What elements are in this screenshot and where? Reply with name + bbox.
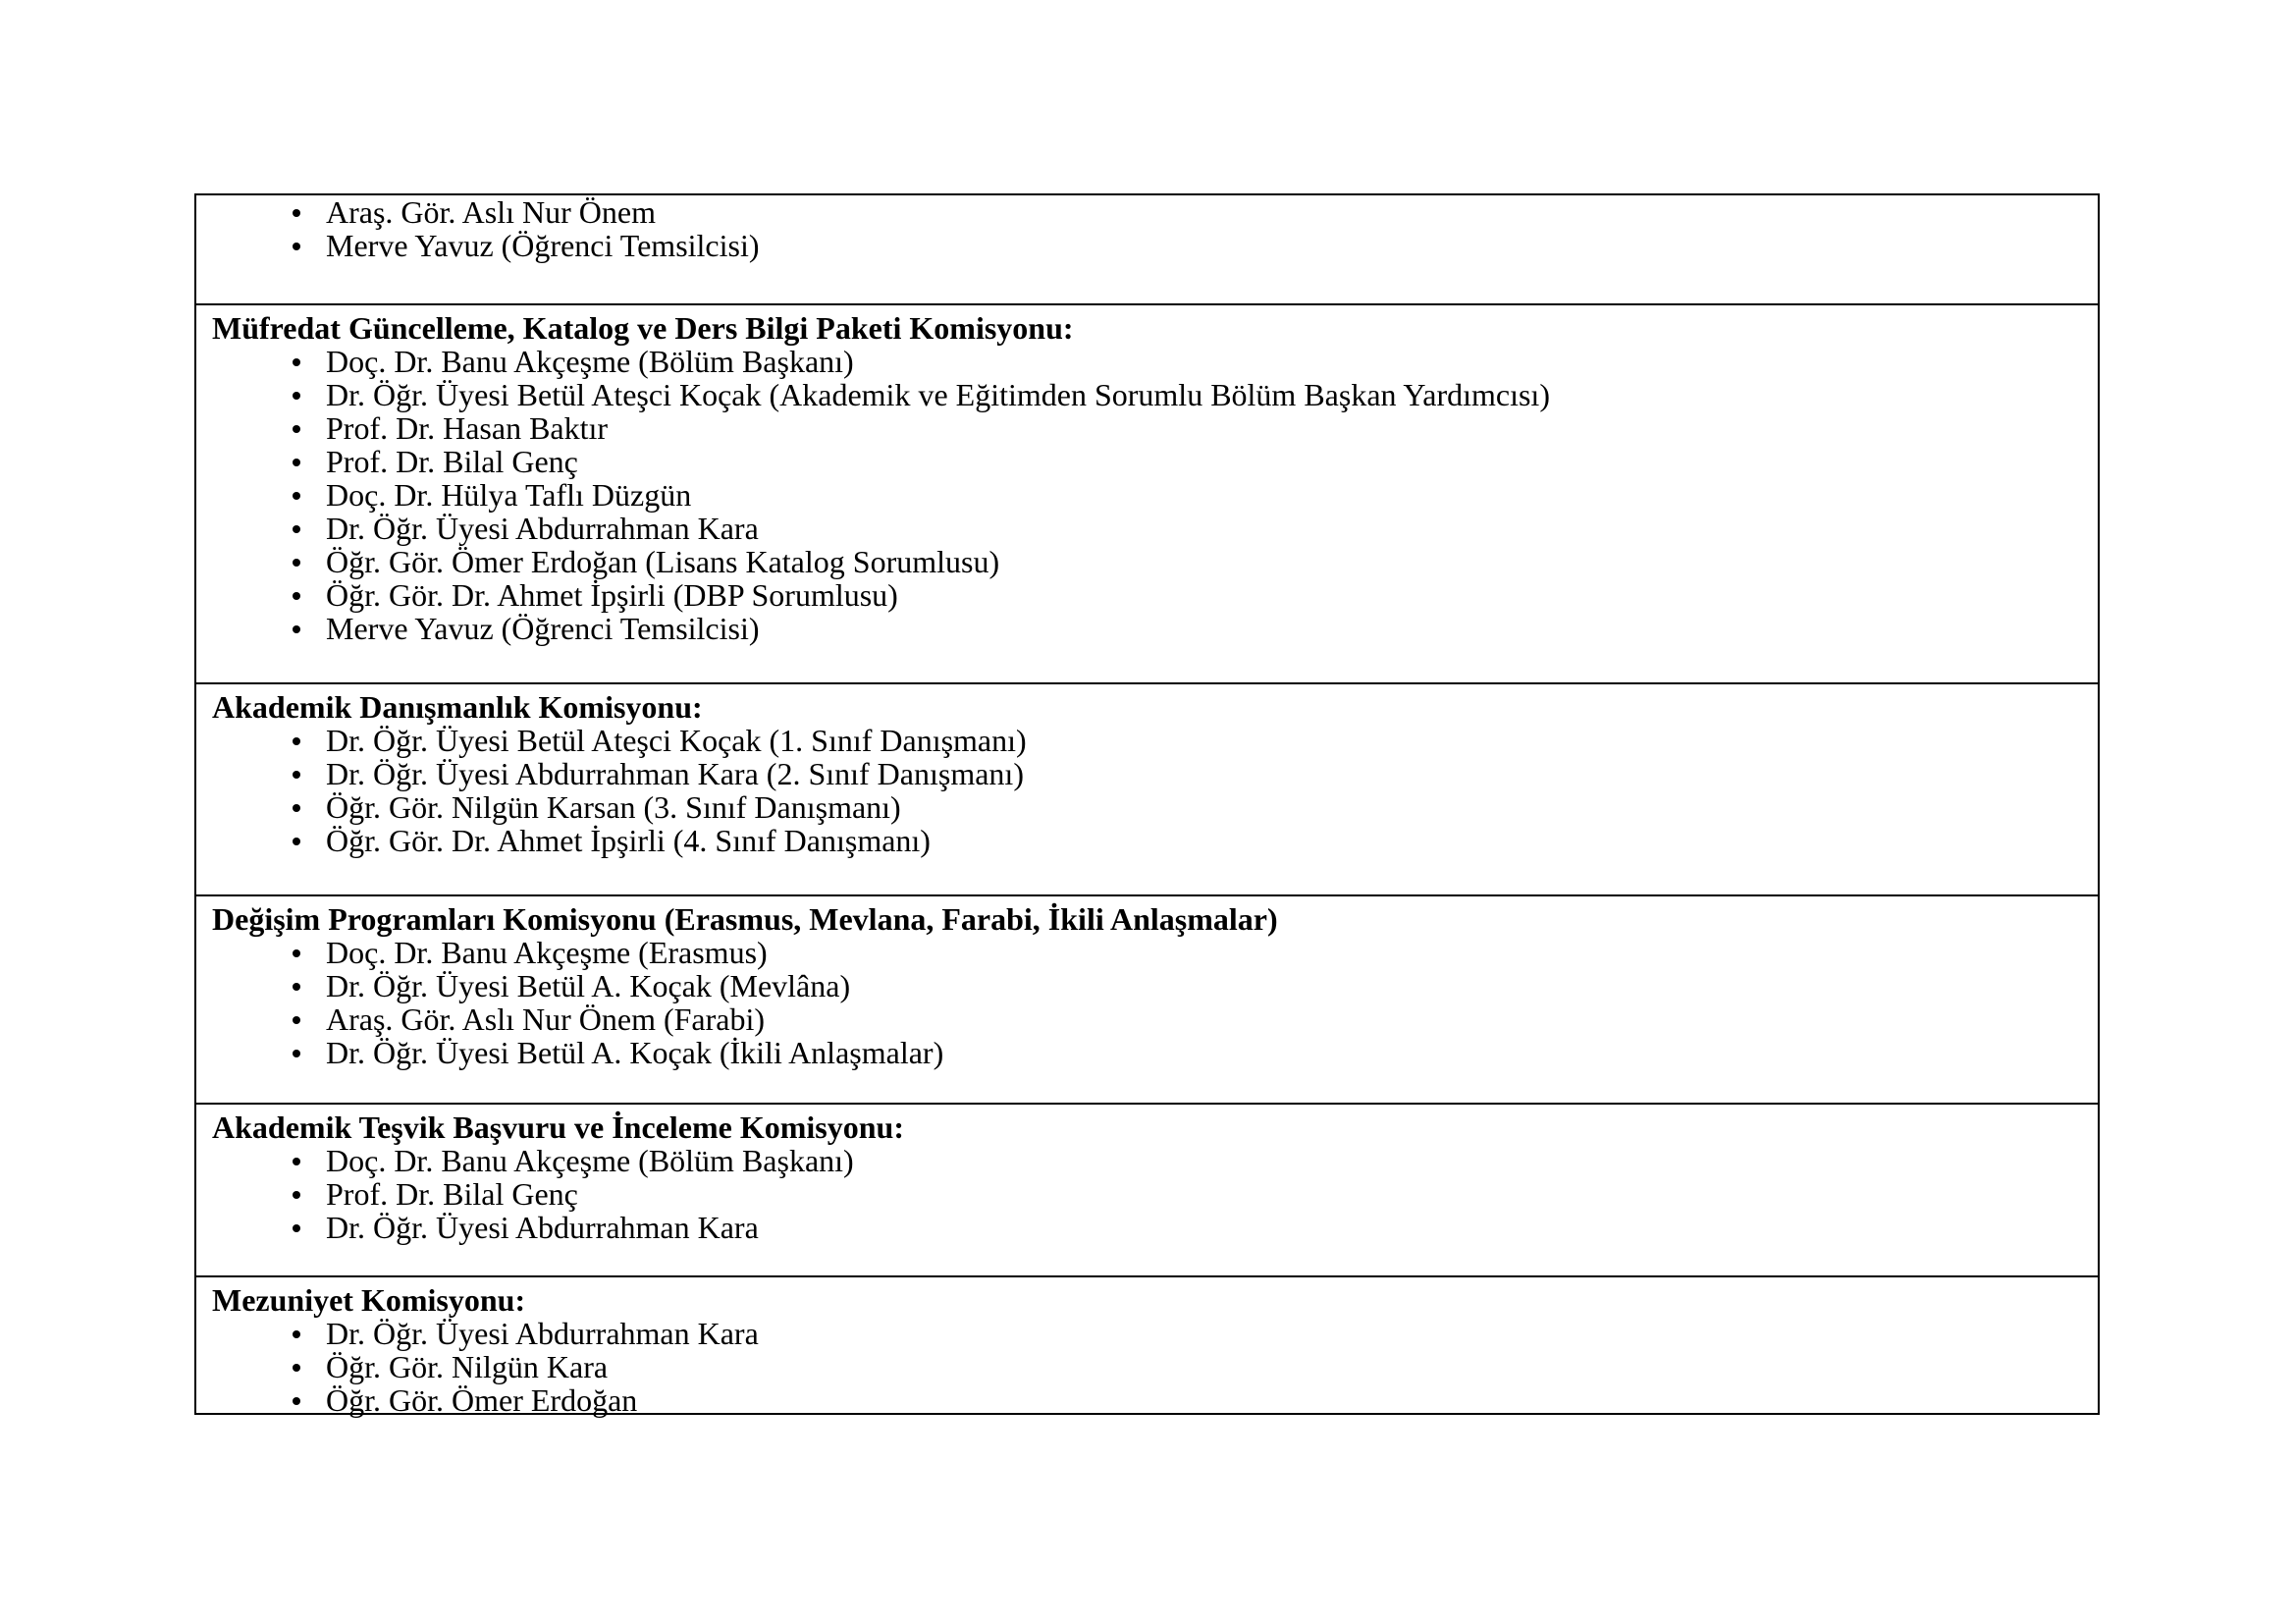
section-title: Akademik Danışmanlık Komisyonu: <box>212 689 703 725</box>
list-item: Öğr. Gör. Nilgün Karsan (3. Sınıf Danışmanı) <box>212 790 2098 824</box>
section-graduation-committee <box>196 1275 2098 1418</box>
section-advising-committee <box>196 682 2098 894</box>
list-item: Araş. Gör. Aslı Nur Önem <box>212 195 2098 229</box>
section-title: Mezuniyet Komisyonu: <box>212 1282 526 1318</box>
section-title: Değişim Programları Komisyonu (Erasmus, Mevlana, Farabi, İkili Anlaşmalar) <box>212 901 1278 937</box>
bullet-icon <box>293 1050 300 1057</box>
list-item: Dr. Öğr. Üyesi Betül Ateşci Koçak (Akademik ve Eğitimden Sorumlu Bölüm Başkan Yardımcısı) <box>212 378 2098 411</box>
section-curriculum-committee <box>196 303 2098 682</box>
bullet-icon <box>293 1016 300 1024</box>
bullet-icon <box>293 771 300 779</box>
list-item: Merve Yavuz (Öğrenci Temsilcisi) <box>212 229 2098 262</box>
section-continued <box>196 195 2098 303</box>
list-item: Öğr. Gör. Ömer Erdoğan <box>212 1383 2098 1417</box>
bullet-icon <box>293 1191 300 1199</box>
list-item: Merve Yavuz (Öğrenci Temsilcisi) <box>212 612 2098 645</box>
section-exchange-committee <box>196 894 2098 1103</box>
bullet-icon <box>293 358 300 366</box>
list-item: Araş. Gör. Aslı Nur Önem (Farabi) <box>212 1002 2098 1036</box>
list-item: Dr. Öğr. Üyesi Abdurrahman Kara <box>212 1317 2098 1350</box>
bullet-icon <box>293 1397 300 1405</box>
section-title: Müfredat Güncelleme, Katalog ve Ders Bilgi Paketi Komisyonu: <box>212 310 1074 346</box>
member-list <box>212 1144 2098 1244</box>
section-title: Akademik Teşvik Başvuru ve İnceleme Komisyonu: <box>212 1110 904 1145</box>
bullet-icon <box>293 592 300 600</box>
bullet-icon <box>293 243 300 250</box>
bullet-icon <box>293 983 300 991</box>
list-item: Öğr. Gör. Nilgün Kara <box>212 1350 2098 1383</box>
member-list <box>212 724 2098 857</box>
bullet-icon <box>293 1158 300 1165</box>
bullet-icon <box>293 559 300 567</box>
list-item: Dr. Öğr. Üyesi Abdurrahman Kara (2. Sınıf Danışmanı) <box>212 757 2098 790</box>
bullet-icon <box>293 804 300 812</box>
bullet-icon <box>293 525 300 533</box>
list-item: Doç. Dr. Banu Akçeşme (Bölüm Başkanı) <box>212 1144 2098 1177</box>
list-item: Dr. Öğr. Üyesi Betül Ateşci Koçak (1. Sınıf Danışmanı) <box>212 724 2098 757</box>
list-item: Prof. Dr. Bilal Genç <box>212 445 2098 478</box>
list-item: Öğr. Gör. Ömer Erdoğan (Lisans Katalog Sorumlusu) <box>212 545 2098 578</box>
member-list <box>212 936 2098 1069</box>
list-item: Doç. Dr. Hülya Taflı Düzgün <box>212 478 2098 512</box>
bullet-icon <box>293 492 300 500</box>
bullet-icon <box>293 737 300 745</box>
list-item: Dr. Öğr. Üyesi Abdurrahman Kara <box>212 512 2098 545</box>
list-item: Dr. Öğr. Üyesi Betül A. Koçak (Mevlâna) <box>212 969 2098 1002</box>
bullet-icon <box>293 949 300 957</box>
bullet-icon <box>293 1330 300 1338</box>
list-item: Doç. Dr. Banu Akçeşme (Bölüm Başkanı) <box>212 345 2098 378</box>
bullet-icon <box>293 625 300 633</box>
committee-table <box>194 193 2100 1418</box>
list-item: Öğr. Gör. Dr. Ahmet İpşirli (DBP Sorumlusu) <box>212 578 2098 612</box>
list-item: Öğr. Gör. Dr. Ahmet İpşirli (4. Sınıf Danışmanı) <box>212 824 2098 857</box>
bullet-icon <box>293 425 300 433</box>
list-item: Dr. Öğr. Üyesi Abdurrahman Kara <box>212 1211 2098 1244</box>
member-list <box>212 1317 2098 1417</box>
bullet-icon <box>293 209 300 217</box>
list-item: Dr. Öğr. Üyesi Betül A. Koçak (İkili Anlaşmalar) <box>212 1036 2098 1069</box>
member-list <box>212 195 2098 262</box>
bullet-icon <box>293 1224 300 1232</box>
bullet-icon <box>293 1364 300 1372</box>
list-item: Prof. Dr. Bilal Genç <box>212 1177 2098 1211</box>
bullet-icon <box>293 392 300 400</box>
bullet-icon <box>293 838 300 845</box>
bullet-icon <box>293 459 300 466</box>
list-item: Doç. Dr. Banu Akçeşme (Erasmus) <box>212 936 2098 969</box>
section-incentive-committee <box>196 1103 2098 1275</box>
list-item: Prof. Dr. Hasan Baktır <box>212 411 2098 445</box>
member-list <box>212 345 2098 645</box>
